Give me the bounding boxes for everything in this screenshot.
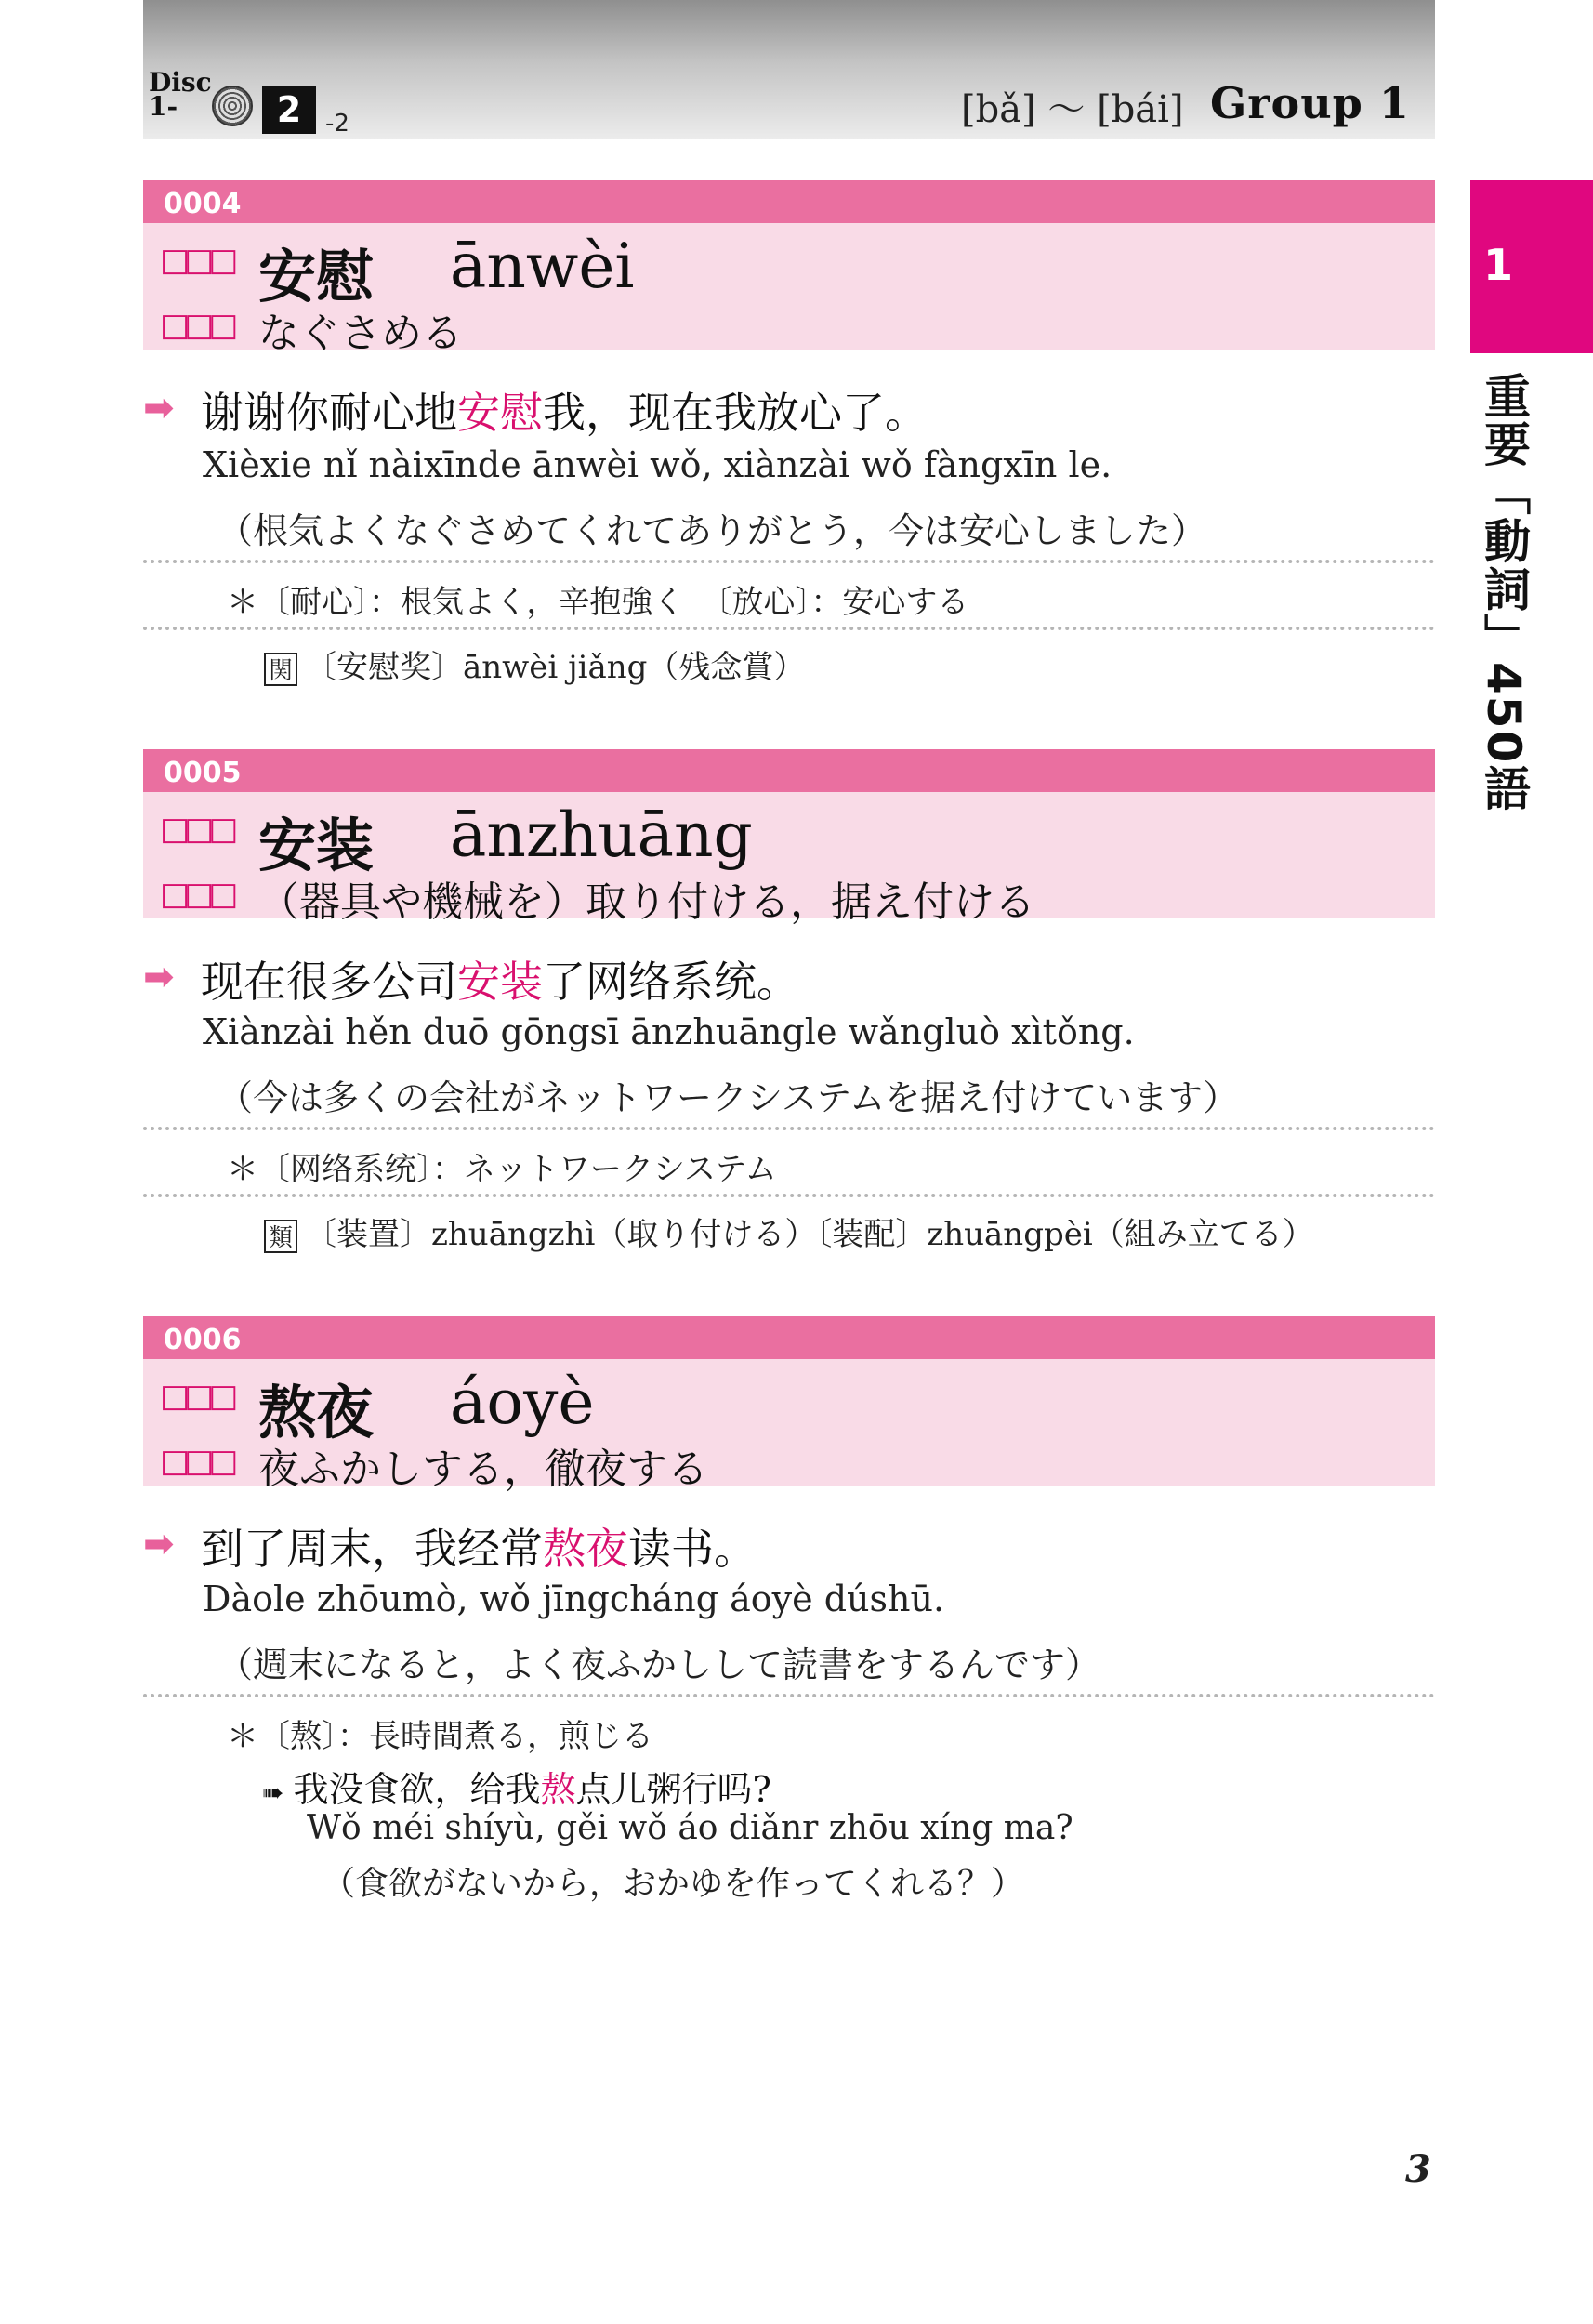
entry-bar-0006 <box>143 1316 1435 1359</box>
pinyin-range: [bǎ] ～ [bái] <box>961 88 1184 131</box>
related-text: 〔安慰奖〕ānwèi jiǎng（残念賞） <box>305 649 806 686</box>
group-label: Group 1 <box>1210 78 1410 128</box>
checkbox-row[interactable]: □□□ <box>160 1443 233 1480</box>
disc-label <box>149 67 212 122</box>
example-arrow-icon: ➡ <box>143 956 175 998</box>
entry-id: 0005 <box>164 757 242 789</box>
example-text: 现在很多公司 <box>201 957 457 1007</box>
example-text: 到了周末，我经常 <box>201 1524 543 1574</box>
entry-id: 0006 <box>164 1324 242 1356</box>
entry-bar-0004 <box>143 180 1435 223</box>
disc-number: 1- <box>149 91 178 122</box>
example-japanese: （週末になると，よく夜ふかしして読書をするんです） <box>217 1644 1101 1685</box>
vocab-note: ＊〔耐心〕：根気よく，辛抱強く 〔放心〕：安心する <box>227 584 969 621</box>
checkbox-row[interactable]: □□□ <box>160 307 233 344</box>
divider <box>143 1694 1435 1697</box>
example-japanese: （今は多くの会社がネットワークシステムを据え付けています） <box>217 1077 1239 1118</box>
disc-text: Disc <box>149 67 212 98</box>
example-text: 谢谢你耐心地 <box>201 388 457 438</box>
related-label-icon: 類 <box>264 1220 297 1253</box>
headword-pinyin: ānzhuāng <box>450 799 753 871</box>
example-highlight: 熬夜 <box>543 1524 628 1574</box>
page-number: 3 <box>1405 2147 1431 2191</box>
checkbox-row[interactable]: □□□ <box>160 1378 233 1415</box>
sub-example-text: 点儿粥行吗? <box>575 1769 771 1810</box>
divider <box>143 627 1435 630</box>
related-word <box>264 1208 1314 1254</box>
headword-meaning: （器具や機械を）取り付ける，据え付ける <box>258 878 1035 926</box>
example-highlight: 安慰 <box>457 388 543 438</box>
example-arrow-icon: ➡ <box>143 387 175 429</box>
entry-box-0006 <box>143 1359 1435 1493</box>
chapter-title: 重要「動詞」450語 <box>1477 372 1531 813</box>
track-number: 2 <box>262 86 316 134</box>
sub-example-text: 我没食欲，给我 <box>293 1769 541 1810</box>
headword-pinyin: ānwèi <box>450 231 635 302</box>
example-pinyin: Dàole zhōumò, wǒ jīngcháng áoyè dúshū. <box>203 1578 945 1619</box>
example-highlight: 安装 <box>457 957 543 1007</box>
example-text: 读书。 <box>628 1524 757 1574</box>
sub-example-pinyin: Wǒ méi shíyù, gěi wǒ áo diǎnr zhōu xíng ma? <box>307 1809 1073 1847</box>
example-pinyin: Xièxie nǐ nàixīnde ānwèi wǒ, xiànzài wǒ fàngxīn le. <box>203 444 1112 485</box>
example-pinyin: Xiànzài hěn duō gōngsī ānzhuāngle wǎngluò xìtǒng. <box>203 1011 1135 1052</box>
example-arrow-icon: ➡ <box>143 1523 175 1565</box>
sub-example-highlight: 熬 <box>540 1769 576 1810</box>
example-text: 我，现在我放心了。 <box>543 388 928 438</box>
vocab-note: ＊〔网络系统〕：ネットワークシステム <box>227 1151 777 1188</box>
sub-arrow-icon: ➠ <box>262 1777 284 1808</box>
related-label-icon: 関 <box>264 653 297 686</box>
checkbox-row[interactable]: □□□ <box>160 242 233 279</box>
example-chinese <box>201 379 928 441</box>
related-word <box>264 641 805 687</box>
sub-example-chinese <box>262 1761 771 1812</box>
chapter-number: 1 <box>1483 240 1514 290</box>
headword: 安慰 <box>258 243 375 310</box>
entry-id: 0004 <box>164 188 242 220</box>
example-chinese <box>201 948 799 1010</box>
cd-icon <box>212 86 253 126</box>
checkbox-row[interactable]: □□□ <box>160 876 233 913</box>
entry-box-0004 <box>143 223 1435 357</box>
sub-example-japanese: （食欲がないから，おかゆを作ってくれる？） <box>322 1865 1025 1903</box>
track-sub: -2 <box>325 110 349 138</box>
headword-pinyin: áoyè <box>450 1367 595 1438</box>
entry-bar-0005 <box>143 749 1435 792</box>
divider <box>143 1194 1435 1197</box>
headword-meaning: 夜ふかしする，徹夜する <box>258 1446 708 1493</box>
headword: 安装 <box>258 812 375 879</box>
related-text: 〔装置〕zhuāngzhì（取り付ける）〔装配〕zhuāngpèi（組み立てる） <box>305 1216 1314 1253</box>
headword: 熬夜 <box>258 1379 375 1446</box>
vocab-note: ＊〔熬〕：長時間煮る，煎じる <box>227 1718 653 1755</box>
divider <box>143 1127 1435 1130</box>
example-chinese <box>201 1515 757 1577</box>
example-japanese: （根気よくなぐさめてくれてありがとう，今は安心しました） <box>217 510 1207 551</box>
checkbox-row[interactable]: □□□ <box>160 811 233 848</box>
entry-box-0005 <box>143 792 1435 926</box>
divider <box>143 560 1435 563</box>
example-text: 了网络系统。 <box>543 957 799 1007</box>
headword-meaning: なぐさめる <box>258 310 463 357</box>
